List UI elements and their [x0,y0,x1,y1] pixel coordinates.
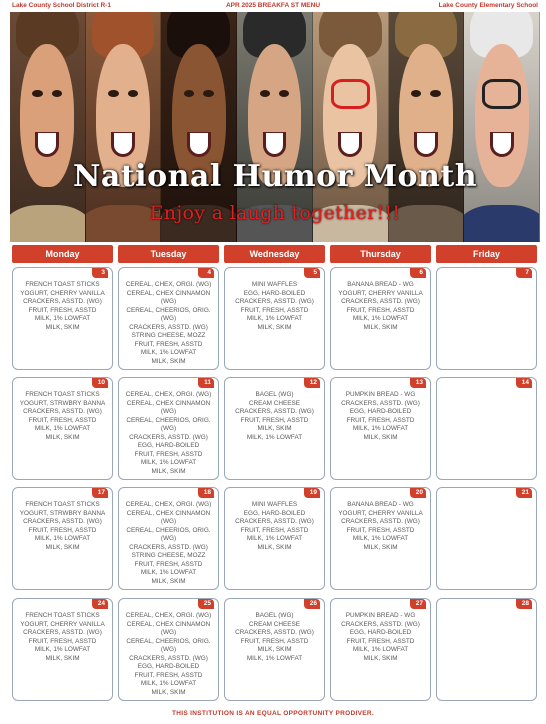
menu-item: (WG) [160,298,177,305]
day-number: 26 [304,599,320,609]
menu-item: EGG, HARD-BOILED [243,509,306,517]
menu-item: CEREAL, CHEX, ORGI. (WG) [125,501,212,508]
menu-items [15,501,110,552]
weekday-header-row [12,245,538,263]
portrait-6 [389,12,465,242]
portrait-4 [237,12,313,242]
day-number: 11 [198,378,214,388]
day-number: 13 [410,378,426,388]
menu-items [333,612,428,663]
menu-item: FRUIT, FRESH, ASSTD [240,416,309,424]
menu-item: YOGURT, CHERRY VANILLA [338,509,423,517]
menu-item: CRACKERS, ASSTD. (WG) [341,620,420,628]
day-number: 12 [304,378,320,388]
day-number: 27 [410,599,426,609]
header-bar [0,0,546,12]
menu-item: (WG) [160,629,177,636]
menu-item: CEREAL, CHEERIOS, ORIG. [126,526,211,534]
menu-items [227,281,322,332]
menu-item: EGG, HARD-BOILED [243,289,306,297]
day-number: 20 [410,488,426,498]
portrait-2 [86,12,162,242]
calendar-day-cell [436,377,537,480]
menu-item: CEREAL, CHEX, ORGI. (WG) [125,281,212,288]
day-number: 3 [92,268,108,278]
menu-item: CEREAL, CHEX CINNAMON [126,399,211,407]
menu-item: FRENCH TOAST STICKS [25,501,100,508]
calendar-day-cell [436,267,537,370]
menu-item: STRING CHEESE, MOZZ [131,332,206,339]
menu-item: MILK, 1% LOWFAT [246,315,303,322]
menu-item: YOGURT, STRWBRY BANNA [19,399,106,407]
menu-item: CRACKERS, ASSTD. (WG) [235,629,314,636]
banner-title: National Humor Month [72,159,478,194]
menu-item: MILK, 1% LOWFAT [140,569,197,576]
menu-item: MILK, 1% LOWFAT [246,433,303,441]
menu-item: CRACKERS, ASSTD. (WG) [23,408,102,415]
menu-item: CRACKERS, ASSTD. (WG) [235,408,314,415]
menu-items [121,612,216,697]
menu-item: YOGURT, STRWBRY BANNA [19,509,106,517]
menu-item: MILK, 1% LOWFAT [246,535,303,542]
day-number: 19 [304,488,320,498]
menu-item: (WG) [160,315,177,322]
menu-item: (WG) [160,408,177,415]
menu-item: PUMPKIN BREAD - WG [345,391,416,398]
weekday-monday: Monday [12,245,113,263]
menu-items [227,501,322,552]
menu-items [227,612,322,663]
menu-item: MILK, SKIM [45,543,80,551]
menu-item: MILK, SKIM [151,688,186,696]
menu-item: (WG) [160,646,177,653]
menu-item: EGG, HARD-BOILED [137,663,200,670]
menu-item: FRUIT, FRESH, ASSTD [240,526,309,534]
weekday-tuesday: Tuesday [118,245,219,263]
menu-item: MILK, SKIM [45,654,80,662]
calendar-day-cell [12,267,113,370]
menu-item: MILK, SKIM [363,543,398,551]
calendar-day-cell [118,487,219,590]
calendar-day-cell [436,487,537,590]
school-name: Lake County Elementary School [438,2,538,9]
menu-item: CRACKERS, ASSTD. (WG) [23,298,102,305]
day-number: 24 [92,599,108,609]
menu-item: (WG) [160,425,177,432]
menu-item: FRUIT, FRESH, ASSTD [134,340,203,348]
menu-title: APR 2025 BREAKFA ST MENU [225,2,321,9]
menu-item: CRACKERS, ASSTD. (WG) [129,323,208,331]
calendar-day-cell [436,598,537,701]
calendar-day-cell [118,267,219,370]
menu-item: CRACKERS, ASSTD. (WG) [235,298,314,305]
menu-item: CEREAL, CHEX CINNAMON [126,289,211,297]
menu-item: MILK, 1% LOWFAT [352,425,409,432]
menu-item: FRUIT, FRESH, ASSTD [28,526,97,534]
menu-item: FRENCH TOAST STICKS [25,281,100,288]
menu-item: CRACKERS, ASSTD. (WG) [23,518,102,525]
menu-item: PUMPKIN BREAD - WG [345,612,416,619]
day-number: 17 [92,488,108,498]
menu-item: CRACKERS, ASSTD. (WG) [341,399,420,407]
menu-item: MILK, SKIM [257,543,292,551]
calendar-day-cell [330,377,431,480]
calendar-day-cell [224,377,325,480]
menu-item: MILK, 1% LOWFAT [34,646,91,653]
menu-item: MILK, SKIM [363,654,398,662]
menu-item: CEREAL, CHEERIOS, ORIG. [126,637,211,645]
menu-item: BANANA BREAD - WG [347,281,414,288]
menu-item: CRACKERS, ASSTD. (WG) [129,433,208,441]
day-number: 5 [304,268,320,278]
menu-item: FRUIT, FRESH, ASSTD [28,306,97,314]
menu-items [15,281,110,332]
calendar-day-cell [12,377,113,480]
menu-item: FRUIT, FRESH, ASSTD [28,416,97,424]
menu-item: MILK, 1% LOWFAT [246,654,303,662]
menu-item: EGG, HARD-BOILED [349,629,412,636]
menu-item: CRACKERS, ASSTD. (WG) [23,629,102,636]
menu-item: MILK, 1% LOWFAT [140,680,197,687]
menu-item: FRUIT, FRESH, ASSTD [240,306,309,314]
calendar-day-cell [12,598,113,701]
menu-item: EGG, HARD-BOILED [137,442,200,449]
calendar-day-cell [224,598,325,701]
menu-items [333,281,428,332]
menu-item: FRUIT, FRESH, ASSTD [134,560,203,568]
menu-item: MILK, SKIM [257,323,292,331]
menu-items [333,391,428,442]
menu-item: (WG) [160,518,177,525]
banner-photo-collage [10,12,540,242]
menu-item: FRUIT, FRESH, ASSTD [134,450,203,458]
calendar-day-cell [12,487,113,590]
calendar-day-cell [224,487,325,590]
menu-item: FRENCH TOAST STICKS [25,612,100,619]
menu-items [121,281,216,366]
menu-item: MILK, SKIM [257,425,292,432]
day-number: 14 [516,378,532,388]
menu-items [121,391,216,476]
menu-items [15,391,110,442]
menu-item: CRACKERS, ASSTD. (WG) [129,543,208,551]
menu-item: CEREAL, CHEX CINNAMON [126,509,211,517]
menu-item: MILK, SKIM [45,323,80,331]
weekday-wednesday: Wednesday [224,245,325,263]
menu-item: MILK, 1% LOWFAT [34,315,91,322]
day-number: 21 [516,488,532,498]
day-number: 7 [516,268,532,278]
menu-item: FRUIT, FRESH, ASSTD [240,637,309,645]
menu-items [15,612,110,663]
menu-item: CRACKERS, ASSTD. (WG) [235,518,314,525]
menu-item: FRUIT, FRESH, ASSTD [134,671,203,679]
footer-statement: THIS INSTITUTION IS AN EQUAL OPPORTUNITY PRODIVER. [172,710,374,717]
menu-item: MILK, 1% LOWFAT [34,535,91,542]
menu-item: YOGURT, CHERRY VANILLA [338,289,423,297]
menu-item: MILK, 1% LOWFAT [34,425,91,432]
banner-subtitle: Enjoy a laugh together!!! [149,202,401,224]
menu-item: CREAM CHEESE [248,620,301,628]
calendar-day-cell [330,267,431,370]
menu-item: CEREAL, CHEERIOS, ORIG. [126,306,211,314]
menu-item: MILK, SKIM [151,467,186,475]
menu-item: MILK, SKIM [151,577,186,585]
calendar-day-cell [118,377,219,480]
menu-item: (WG) [160,535,177,542]
menu-item: MILK, SKIM [151,357,186,365]
menu-item: MILK, 1% LOWFAT [352,646,409,653]
portrait-7 [464,12,540,242]
menu-item: BAGEL (WG) [255,612,294,619]
menu-item: FRUIT, FRESH, ASSTD [346,637,415,645]
calendar-day-cell [118,598,219,701]
district-name: Lake County School District R-1 [12,2,111,9]
menu-item: MILK, 1% LOWFAT [352,535,409,542]
calendar-day-cell [330,487,431,590]
menu-items [227,391,322,442]
calendar-day-cell [224,267,325,370]
menu-item: MINI WAFFLES [251,501,298,508]
portrait-1 [10,12,86,242]
menu-item: MILK, SKIM [363,433,398,441]
menu-item: YOGURT, CHERRY VANILLA [20,620,105,628]
menu-item: BANANA BREAD - WG [347,501,414,508]
menu-item: MILK, SKIM [257,646,292,653]
menu-item: CRACKERS, ASSTD. (WG) [341,298,420,305]
day-number: 25 [198,599,214,609]
day-number: 18 [198,488,214,498]
day-number: 6 [410,268,426,278]
menu-item: YOGURT, CHERRY VANILLA [20,289,105,297]
menu-items [333,501,428,552]
portrait-5 [313,12,389,242]
menu-item: MILK, 1% LOWFAT [140,459,197,466]
weekday-friday: Friday [436,245,537,263]
portrait-3 [161,12,237,242]
menu-item: CEREAL, CHEERIOS, ORIG. [126,416,211,424]
menu-item: FRUIT, FRESH, ASSTD [28,637,97,645]
menu-item: MILK, SKIM [363,323,398,331]
day-number: 4 [198,268,214,278]
menu-item: FRUIT, FRESH, ASSTD [346,526,415,534]
menu-item: CEREAL, CHEX, ORGI. (WG) [125,612,212,619]
day-number: 10 [92,378,108,388]
menu-item: CEREAL, CHEX CINNAMON [126,620,211,628]
menu-item: CRACKERS, ASSTD. (WG) [129,654,208,662]
menu-item: FRUIT, FRESH, ASSTD [346,306,415,314]
menu-item: MILK, 1% LOWFAT [140,349,197,356]
calendar-day-cell [330,598,431,701]
menu-items [121,501,216,586]
menu-item: FRENCH TOAST STICKS [25,391,100,398]
weekday-thursday: Thursday [330,245,431,263]
menu-item: FRUIT, FRESH, ASSTD [346,416,415,424]
menu-item: MINI WAFFLES [251,281,298,288]
menu-item: BAGEL (WG) [255,391,294,398]
day-number: 28 [516,599,532,609]
menu-item: EGG, HARD-BOILED [349,408,412,415]
menu-item: MILK, 1% LOWFAT [352,315,409,322]
menu-item: STRING CHEESE, MOZZ [131,552,206,559]
menu-item: CREAM CHEESE [248,399,301,407]
menu-item: CRACKERS, ASSTD. (WG) [341,518,420,525]
menu-item: CEREAL, CHEX, ORGI. (WG) [125,391,212,398]
menu-item: MILK, SKIM [45,433,80,441]
